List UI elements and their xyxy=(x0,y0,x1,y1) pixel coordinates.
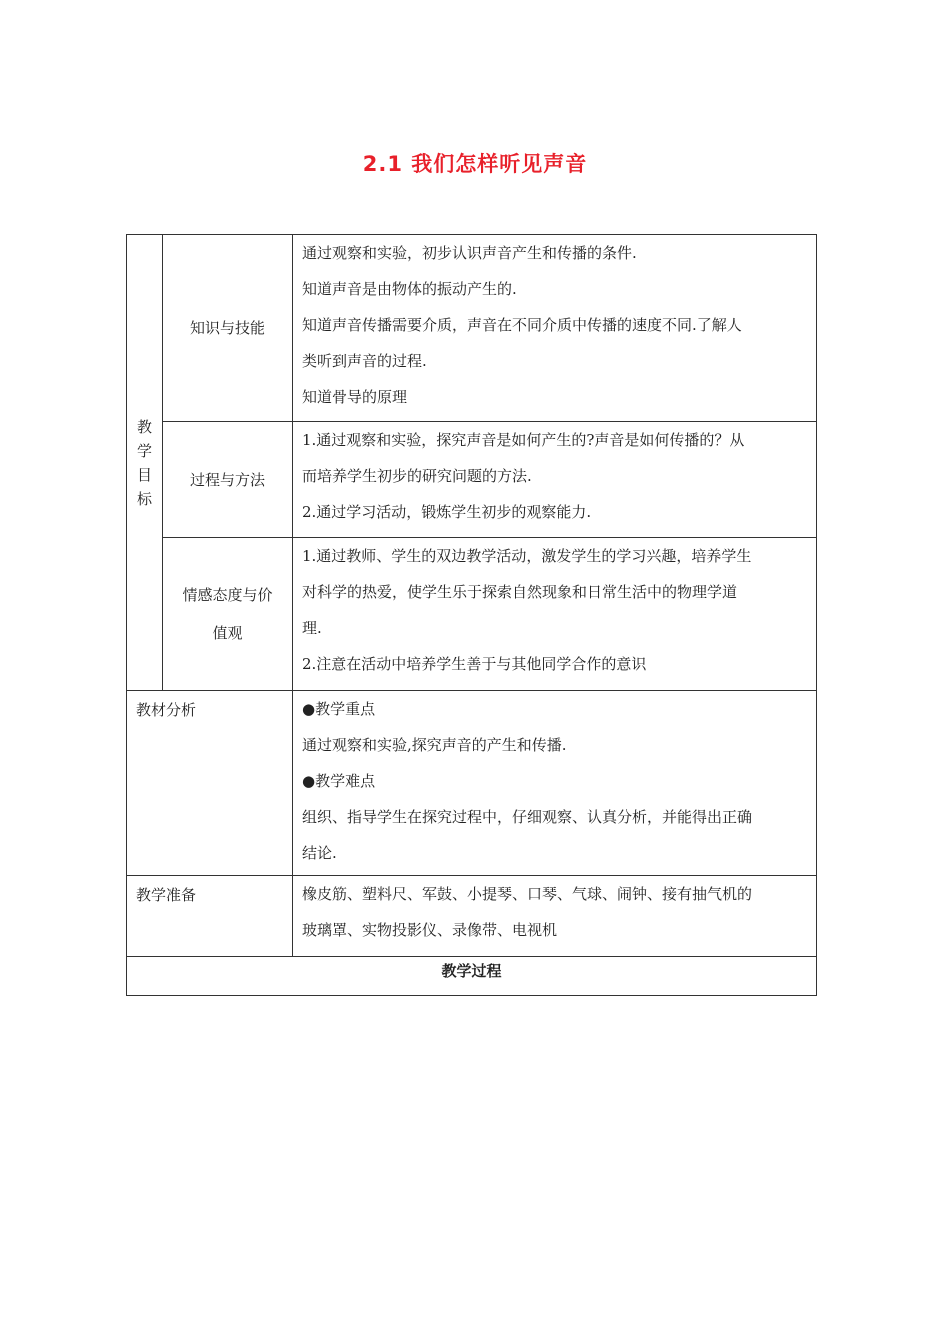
objectives-label xyxy=(127,235,163,691)
objective-row-knowledge xyxy=(127,235,817,422)
process-header: 教学过程 xyxy=(127,957,817,996)
knowledge-line: 知道声音是由物体的振动产生的. xyxy=(302,280,517,298)
preparation-line: 玻璃罩、实物投影仪、录像带、电视机 xyxy=(302,921,558,939)
knowledge-line: 通过观察和实验，初步认识声音产生和传播的条件. xyxy=(302,244,637,262)
objectives-label-char: 教 xyxy=(136,417,152,436)
analysis-row xyxy=(127,691,817,876)
emotion-line: 对科学的热爱，使学生乐于探索自然现象和日常生活中的物理学道 xyxy=(302,583,738,601)
knowledge-line: 知道声音传播需要介质，声音在不同介质中传播的速度不同.了解人 xyxy=(302,316,742,334)
analysis-content xyxy=(293,691,817,876)
lesson-plan-table xyxy=(126,234,817,996)
process-content xyxy=(293,422,817,538)
process-header-row xyxy=(127,957,817,996)
objective-row-process xyxy=(127,422,817,538)
emotion-line: 理. xyxy=(302,619,322,637)
knowledge-line: 知道骨导的原理 xyxy=(302,388,408,406)
process-line: 而培养学生初步的研究问题的方法. xyxy=(302,467,532,485)
emotion-content xyxy=(293,538,817,691)
page-title: 2.1 我们怎样听见声音 xyxy=(362,152,588,176)
difficulty-line: 结论. xyxy=(302,844,337,862)
knowledge-content xyxy=(293,235,817,422)
analysis-label: 教材分析 xyxy=(127,691,293,876)
key-point-text: 通过观察和实验,探究声音的产生和传播. xyxy=(302,736,567,754)
process-line: 2.通过学习活动，锻炼学生初步的观察能力. xyxy=(302,503,592,521)
emotion-label xyxy=(163,538,293,691)
knowledge-label: 知识与技能 xyxy=(163,235,293,422)
objectives-label-char: 目 xyxy=(136,465,152,484)
emotion-line: 2.注意在活动中培养学生善于与其他同学合作的意识 xyxy=(302,655,647,673)
emotion-label-line: 值观 xyxy=(212,624,243,642)
objective-row-emotion xyxy=(127,538,817,691)
objectives-label-char: 标 xyxy=(136,489,152,508)
preparation-label: 教学准备 xyxy=(127,876,293,957)
emotion-label-line: 情感态度与价 xyxy=(182,586,273,604)
objectives-label-char: 学 xyxy=(136,441,152,460)
difficulty-heading: ●教学难点 xyxy=(302,772,376,790)
process-line: 1.通过观察和实验，探究声音是如何产生的?声音是如何传播的？从 xyxy=(302,431,745,449)
preparation-row xyxy=(127,876,817,957)
preparation-line: 橡皮筋、塑料尺、军鼓、小提琴、口琴、气球、闹钟、接有抽气机的 xyxy=(302,885,753,903)
knowledge-line: 类听到声音的过程. xyxy=(302,352,427,370)
preparation-content xyxy=(293,876,817,957)
key-point-heading: ●教学重点 xyxy=(302,700,376,718)
process-label: 过程与方法 xyxy=(163,422,293,538)
difficulty-line: 组织、指导学生在探究过程中，仔细观察、认真分析，并能得出正确 xyxy=(302,808,753,826)
emotion-line: 1.通过教师、学生的双边教学活动，激发学生的学习兴趣，培养学生 xyxy=(302,547,752,565)
